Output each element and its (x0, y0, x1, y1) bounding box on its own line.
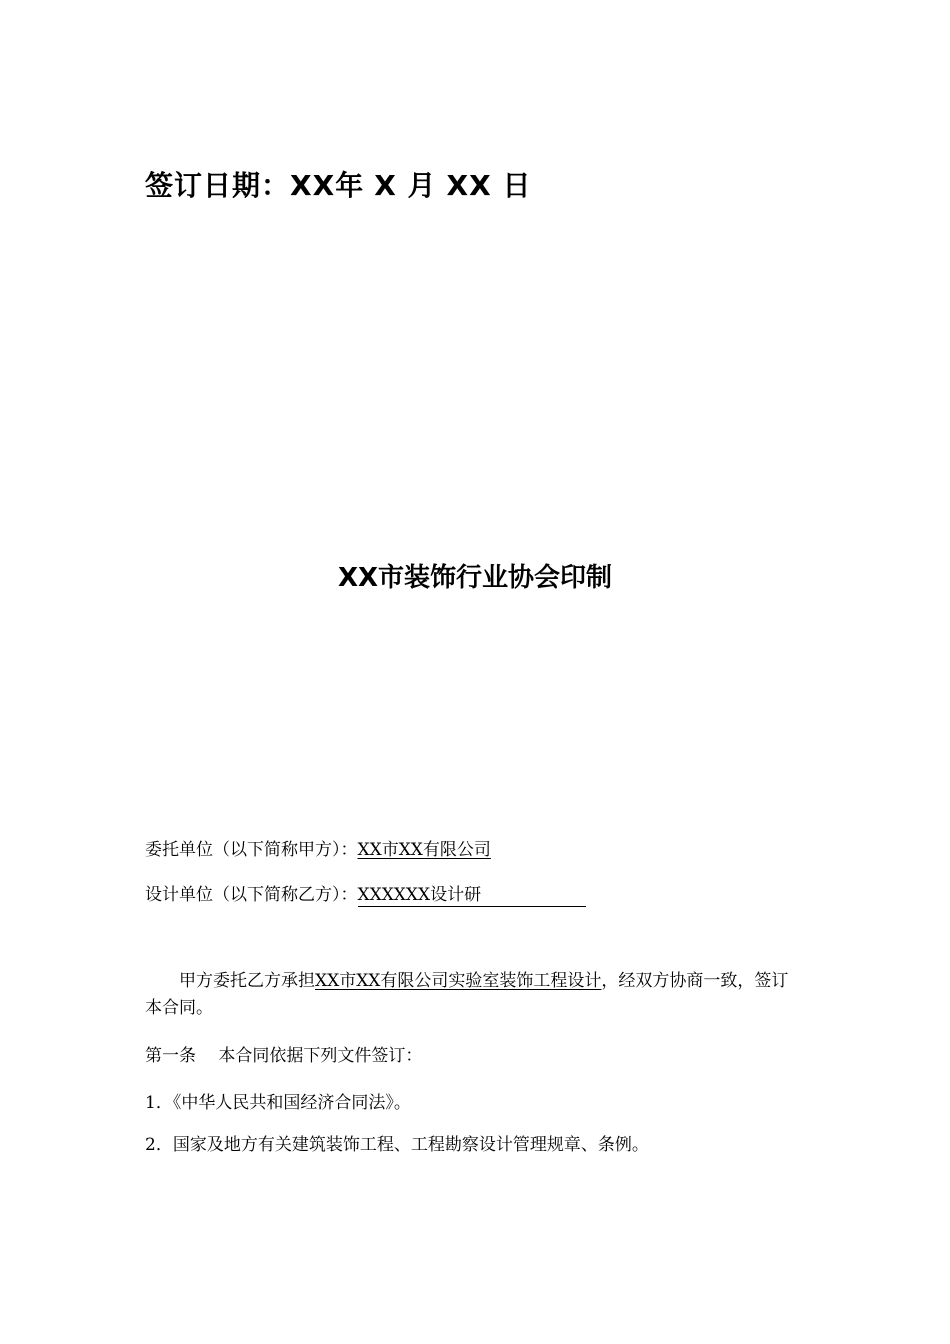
sign-date-label: 签订日期： (145, 169, 291, 202)
client-label: 委托单位（以下简称甲方）： (145, 840, 358, 860)
article1-item2: 2．国家及地方有关建筑装饰工程、工程勘察设计管理规章、条例。 (145, 1135, 649, 1155)
sign-date (145, 166, 531, 206)
client-value: XX市XX有限公司 (357, 840, 491, 860)
client-party (145, 837, 491, 863)
sign-date-day: XX 日 (446, 169, 532, 202)
sign-date-year: XX年 (290, 169, 365, 202)
article1-title: 第一条 本合同依据下列文件签订： (145, 1046, 423, 1066)
printer-name: XX市装饰行业协会印制 (337, 563, 613, 593)
designer-value: XXXXXX设计研 (358, 884, 586, 907)
intro-prefix: 甲方委托乙方承担 (179, 971, 315, 991)
intro-suffix: ，经双方协商一致，签订本合同。 (145, 971, 789, 1018)
designer-label: 设计单位（以下简称乙方）： (145, 885, 358, 905)
sign-date-month: X 月 (374, 169, 437, 202)
designer-party (145, 882, 586, 908)
article1-item1: 1．《中华人民共和国经济合同法》。 (145, 1093, 411, 1113)
intro-project: XX市XX有限公司实验室装饰工程设计 (315, 971, 602, 991)
intro-paragraph (145, 968, 795, 1022)
